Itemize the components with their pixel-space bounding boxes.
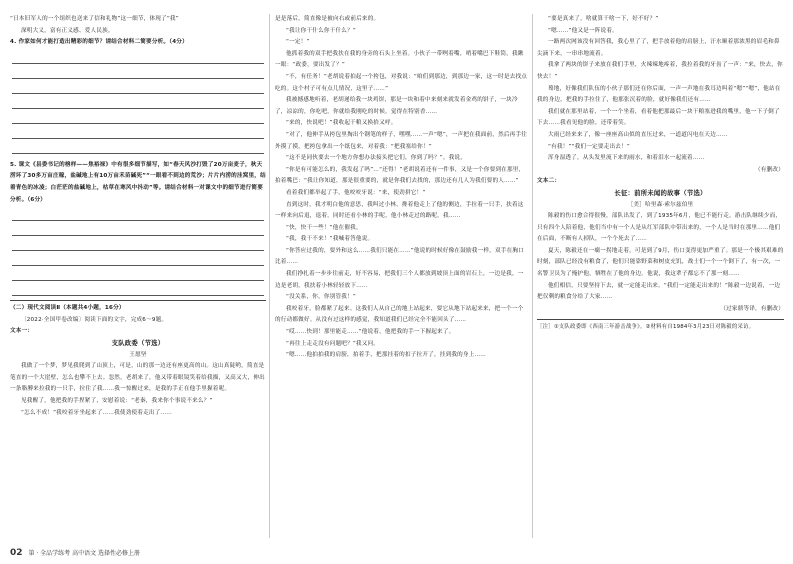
source-note: （有删改） <box>755 166 784 173</box>
paragraph: 我拿了两块的饼子来放在我们手里，火辣辣地疼着，我拉着我的牙齿了一声：“来，快去，你快去！” <box>537 62 783 80</box>
paragraph: “来的，快说吧！”我收起干粮又换拾又呼。 <box>286 120 397 127</box>
answer-line[interactable] <box>12 94 264 109</box>
paragraph: 我咬着牙，脸都紧了起来。这我们人从自己的地上站起来，要它从地下站起来来，把一个一个的行动都做好。从没有过这样的感觉，我知道我们已经完全不能回头了…… <box>275 305 524 324</box>
paragraph: 他们相信，只要坚持下去，就一定能走出来。“我们一定能走出来的！”陈毅一边说着，一边把仅剩的粮食分给了大家…… <box>537 282 781 301</box>
paragraph: 是是落后，简直像是被向右或前后来的。 <box>275 16 380 22</box>
paragraph: 大雨已经来来了，像一座座高山似的直压过来，一道道闪电在天边…… <box>548 131 728 138</box>
section-heading: （二）现代文阅读Ⅱ（本题共4小题，16分） <box>10 305 125 312</box>
answer-line[interactable] <box>12 79 264 94</box>
reading-intro: 〔2022·全国甲卷改编〕阅读下面的文字，完成6～9题。 <box>21 316 168 323</box>
paragraph: “怎么不成！”我咬着牙坐起来了……我使劲使着走出了…… <box>21 409 173 416</box>
paragraph: 浑身湿透了，从头发里流下来的雨水，和着泪水一起流着…… <box>548 155 705 162</box>
paragraph: “一定！” <box>286 39 310 46</box>
paragraph: 我做了一个梦，梦见我爬到了山顶上，可是，山的那一边还有座更高的山。这山真陡哟，简直是笔直的一个大崖壁，怎么也攀不上去。忽然，老胡来了，他又带着眼镜笑着给我描，又高又大，伸出一条胳膊来拉我的一只手，拉住了我……我一惊醒过来，是我的手正在他手里握着呢。 <box>10 363 265 393</box>
paragraph: “这不是同伙要去一个地方你想办法接头把它们，你到了吗？”。我说， <box>286 155 467 162</box>
answer-line[interactable] <box>12 49 264 64</box>
answer-line[interactable] <box>12 281 264 296</box>
answer-text: “日本旧军人的一个组织也送来了信和礼物”这一细节，体现了“我” <box>10 16 179 22</box>
answer-line[interactable] <box>12 266 264 281</box>
page-footer <box>10 548 140 558</box>
paragraph: 见我醒了，他把我的手捏紧了，安慰着说：“老秦，我来你个事说不来么？” <box>21 397 213 404</box>
paragraph: “要是真来了，啥就算干啥一下，好不好？” <box>548 16 659 22</box>
paragraph: 夏天，陈毅还在一瘸一拐地走着，可是到了9月，伤口变得更加严重了。那是一个极其艰难的时刻，部队已经没有粮食了，他们只能靠野菜和树皮充饥，战士们一个一个倒下了，有一次，一名警卫员为了掩护他，牺牲在了他的身边。他说，我这辈子都忘不了那一刻…… <box>537 247 784 278</box>
answer-line[interactable] <box>12 124 264 139</box>
paragraph: “哎……快到！那里能走……”他说着，他把我的手一下握起来了。 <box>286 329 455 336</box>
text-two-title: 长征：前所未闻的故事（节选） <box>614 188 707 197</box>
paragraph: 我被撼感地听着，老胡递给我一块鸡饼，那是一块和着中来刻来就发着金鸡的饼子，一块冷了，凉凉的，你吃吧，你就给我刚吃的时候，觉得在特别香…… <box>275 97 518 115</box>
paragraph: “我，我干不来！”我喊着答他说。 <box>286 236 374 243</box>
story-title: 支队政委（节选） <box>111 338 165 347</box>
question-4: 4. 作家如何才能打造出精彩的细节？请结合材料二简要分析。（4分） <box>10 39 188 46</box>
text-two-author: ［美］哈里森·索尔兹伯里 <box>627 201 694 208</box>
text-one-label: 文本一： <box>10 328 34 335</box>
paragraph: 我们就在那里站着，一个一个坐着，看着他把那最后一块干粮塞进我的嘴里，他一下子倒了下去……我看见他的脸，还带着笑。 <box>537 108 780 127</box>
paragraph: “有我！”“我们一定要走出去！” <box>548 143 630 150</box>
answer-line[interactable] <box>12 251 264 266</box>
story-author: 王愿坚 <box>129 351 147 358</box>
paragraph: “我让你干什么你干什么？” <box>286 27 356 34</box>
column-right <box>537 14 784 538</box>
answer-line[interactable] <box>12 64 264 79</box>
paragraph: “不，有任务！”老胡说着拍起一个挎包，对我说：“咱们到那边，到那边一家，这一时是去找点吃的。这个村子可有点儿情况，这里子……” <box>275 73 528 92</box>
source-note: （过家鼎等译，有删改） <box>720 305 784 312</box>
footnote: ［注］①支队政委即《西南三年游击战争》。②材料有自1984年3月23日对陈毅的采访。 <box>537 324 755 331</box>
answer-line[interactable] <box>12 139 264 154</box>
text-two-label: 文本二： <box>537 178 561 185</box>
answer-text: 深明大义，富有正义感、爱人民族。 <box>21 27 114 34</box>
paragraph: 直到这时，我才明白他的意思，我叫过小林，搀着他走上了他的侧边，手拉着一只手，扶着这一样来向后退，退着，同时还看小林的手呢，他小林走过的路呢。我…… <box>275 201 524 220</box>
column-left <box>10 14 266 538</box>
paragraph: “你答应过我的，要外和这么……我们只能在……”他说的时候好像在鼓励我一样，双手在胸口比着…… <box>275 247 524 266</box>
paragraph: 陈毅的伤口愈合得很慢，部队出发了，到了1935年6月，他已不能行走。游击队继续少而，只有四个人陪着他，他们当中有一个人是从红军部队中带出来的，一个人是当时在那里……他们在后面，不断有人掉队，一个个死去了…… <box>537 213 782 243</box>
paragraph: “你是有可能怎么的，我发起了吗”…“还得！”老胡说着还有一件事，又是一个你要到在那里，拍着嘴巴：“我让你知道，那是很重要的，就是你我们去找的，那边还有几人为我们要的人……” <box>275 166 525 185</box>
paragraph: “对了，他伸手从挎包里掏出个钢笔的样子，嘿嘿……一声“嗯”，一声把在我面前，然后再手往外摸了摸，把挎包拿出一个纸包来，对着我：“把我塞给你！” <box>275 131 528 150</box>
paragraph: 他抓着我的双手把我扶在我的身旁的石头上坐着。小伙子一带咧着嘴，哨着嘴巴下鞋筒，我瞅一眼：“政委，要出发了？” <box>275 50 524 69</box>
column-middle <box>275 14 528 538</box>
paragraph: 看着我们都举起了手，他咬咬牙说：“来，使劲拼它！” <box>286 189 426 196</box>
answer-line[interactable] <box>12 221 264 236</box>
paragraph: “没关系，你，你别管我！” <box>286 294 356 301</box>
paragraph: “嗯……他拍拍我的肩膀，拍着手，把那挂着的扣子拉开了，挂到我的身上…… <box>286 352 487 359</box>
footer-text: 第 · 全品学练考 高中语文 选择性必修上册 <box>28 550 140 557</box>
paragraph: “嗯……”他又是一阵说着。 <box>548 27 618 34</box>
question-5: 5. 课文《县委书记的榜样——焦裕禄》中有很多细节描写，如“春天风沙打毁了20万亩麦子，秋天涝坏了30多万亩庄稼，盐碱地上有10万亩禾苗碱死”“一眼看不到边的荒沙；片片内涝的洼窝里，结着青色的冰凌；白茫茫的盐碱地上，枯草在寒风中抖动”等。请结合材料一对课文中的细节进行简要分析。（6分） <box>10 161 266 203</box>
answer-line[interactable] <box>12 206 264 221</box>
page-number: 02 <box>10 548 23 558</box>
answer-line[interactable] <box>12 236 264 251</box>
answer-line[interactable] <box>12 109 264 124</box>
paragraph: 蓦地，好像我们队伍的小伙子那们还在你后面，一声一声地在我耳边叫着“嗯”“嗯”，他站在我的身边，把我的手拉住了，他那张沉着的脸，就好像我们还有…… <box>537 85 781 104</box>
paragraph: “快，快干一些！”他在催我。 <box>286 224 362 231</box>
paragraph: “再往上走走没有问题吧？”我又问。 <box>286 340 380 347</box>
paragraph: 一路两次网该没有回答我，我心里了了，把手放着他的肩膀上，汗水顺着那浓黑的眉毛和鼻尖滴下来，一串串地流着。 <box>537 39 780 57</box>
paragraph: 我们挣扎着一步步往前走，好不容易，把我们三个人都放到坡顶上面的岩石上，一边是我，一边是老胡，我扶着小林轻轻放下…… <box>275 271 524 289</box>
